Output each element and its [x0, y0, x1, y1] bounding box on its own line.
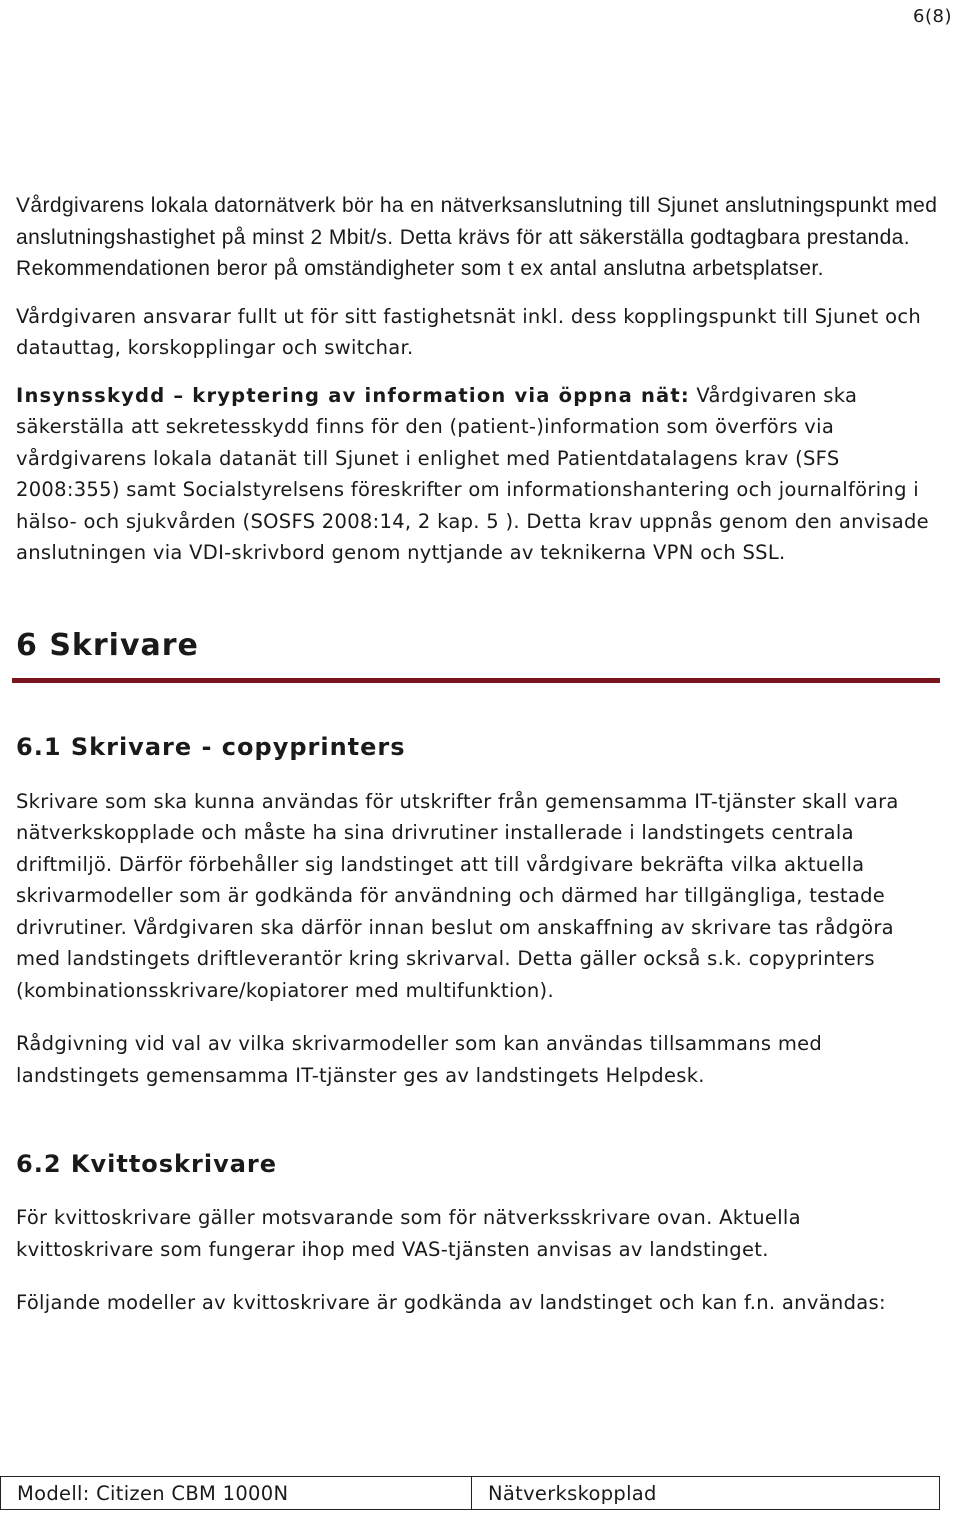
section-6-2-paragraph-1: För kvittoskrivare gäller motsvarande som för nätverksskrivare ovan. Aktuella kvittoskrivare som fungerar ihop med VAS-tjänsten anvisas av landstinget.	[16, 1206, 801, 1261]
insynsskydd-lead: Insynsskydd – kryptering av information via öppna nät:	[16, 383, 690, 407]
models-table	[0, 1476, 940, 1510]
heading-rule	[12, 678, 940, 683]
section-6-2-paragraph-2: Följande modeller av kvittoskrivare är godkända av landstinget och kan f.n. användas:	[16, 1291, 886, 1314]
intro-paragraph-1: Vårdgivarens lokala datornätverk bör ha en nätverksanslutning till Sjunet anslutningspunkt med anslutningshastighet på minst 2 Mbit/s. Detta krävs för att säkerställa godtagbara prestanda. Rekommendationen beror på omständigheter som t ex antal anslutna arbetsplatser.	[16, 194, 938, 280]
section-6-heading: 6 Skrivare	[16, 627, 199, 663]
table-cell-model: Modell: Citizen CBM 1000N	[1, 1477, 472, 1510]
page-number: 6(8)	[913, 6, 952, 27]
insynsskydd-paragraph	[16, 380, 944, 569]
document-body	[16, 190, 944, 1319]
insynsskydd-text: Vårdgivaren ska säkerställa att sekretesskydd finns för den (patient-)information som överförs via vårdgivarens lokala datanät till Sjunet i enlighet med Patientdatalagens krav (SFS 2008:355) samt Socialstyrelsens föreskrifter om informationshantering och journalföring i hälso- och sjukvården (SOSFS 2008:14, 2 kap. 5 ). Detta krav uppnås genom den anvisade anslutningen via VDI-skrivbord genom nyttjande av teknikerna VPN och SSL.	[16, 383, 929, 564]
section-6-2-heading: 6.2 Kvittoskrivare	[16, 1150, 278, 1178]
table-row	[1, 1477, 940, 1510]
section-6-1-paragraph-1: Skrivare som ska kunna användas för utskrifter från gemensamma IT-tjänster skall vara nätverkskopplade och måste ha sina drivrutiner installerade i landstingets centrala driftmiljö. Därför förbehåller sig landstinget att till vårdgivare bekräfta vilka aktuella skrivarmodeller som är godkända för användning och därmed har tillgängliga, testade drivrutiner. Vårdgivaren ska därför innan beslut om anskaffning av skrivare tas rådgöra med landstingets driftleverantör kring skrivarval. Detta gäller också s.k. copyprinters (kombinationsskrivare/kopiatorer med multifunktion).	[16, 789, 899, 1002]
section-6-1-heading: 6.1 Skrivare - copyprinters	[16, 732, 406, 761]
intro-paragraph-2: Vårdgivaren ansvarar fullt ut för sitt fastighetsnät inkl. dess kopplingspunkt till Sjunet och datauttag, korskopplingar och switchar.	[16, 304, 921, 359]
section-6-1-paragraph-2: Rådgivning vid val av vilka skrivarmodeller som kan användas tillsammans med landstingets gemensamma IT-tjänster ges av landstingets Helpdesk.	[16, 1032, 823, 1087]
table-cell-connection: Nätverkskopplad	[472, 1477, 940, 1510]
